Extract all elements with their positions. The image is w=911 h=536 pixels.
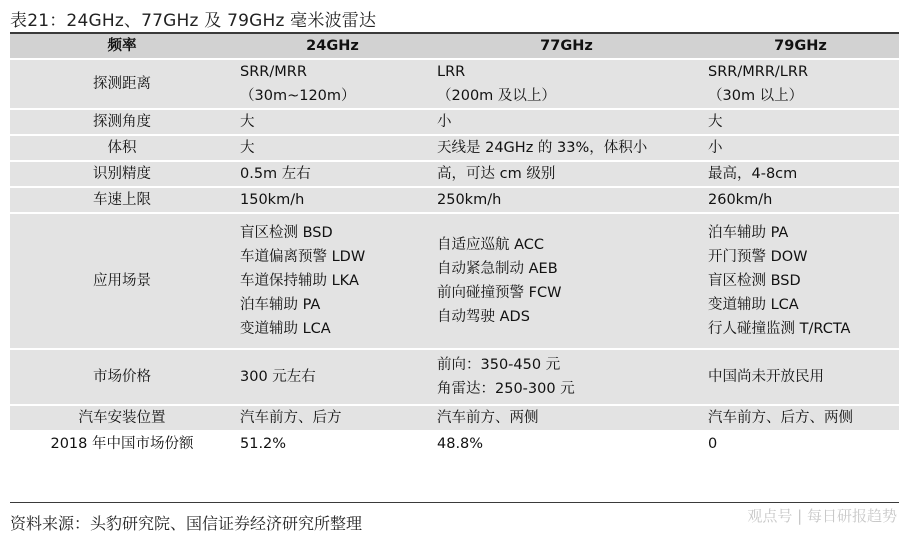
cell-line: 汽车前方、后方、两侧	[708, 410, 853, 426]
cell-24ghz	[234, 135, 431, 161]
cell-line: 泊车辅助 PA	[708, 225, 789, 241]
row-label: 市场价格	[10, 349, 234, 405]
cell-24ghz	[234, 59, 431, 109]
table-row	[10, 349, 899, 405]
cell-77ghz	[431, 431, 702, 457]
cell-24ghz	[234, 213, 431, 349]
cell-line: 自适应巡航 ACC	[437, 237, 545, 253]
cell-24ghz	[234, 109, 431, 135]
cell-77ghz	[431, 109, 702, 135]
cell-79ghz	[702, 349, 899, 405]
cell-79ghz	[702, 431, 899, 457]
row-label: 应用场景	[10, 213, 234, 349]
cell-24ghz	[234, 431, 431, 457]
cell-line: 盲区检测 BSD	[240, 225, 333, 241]
cell-77ghz	[431, 405, 702, 431]
cell-77ghz	[431, 213, 702, 349]
cell-line: LRR	[437, 64, 466, 80]
header-frequency: 频率	[10, 34, 234, 59]
cell-77ghz	[431, 161, 702, 187]
cell-line: SRR/MRR	[240, 64, 307, 80]
cell-line: 车道保持辅助 LKA	[240, 273, 359, 289]
cell-24ghz	[234, 349, 431, 405]
cell-line: 开门预警 DOW	[708, 249, 808, 265]
cell-line: 0	[708, 436, 718, 452]
cell-line: 150km/h	[240, 192, 305, 208]
cell-24ghz	[234, 405, 431, 431]
cell-line: 大	[240, 114, 255, 130]
table-row	[10, 109, 899, 135]
cell-77ghz	[431, 135, 702, 161]
table-row	[10, 431, 899, 457]
watermark: 观点号 | 每日研报趋势	[747, 507, 897, 525]
row-label: 车速上限	[10, 187, 234, 213]
cell-79ghz	[702, 161, 899, 187]
header-77ghz: 77GHz	[431, 34, 702, 59]
cell-line: 泊车辅助 PA	[240, 297, 321, 313]
cell-line: 高，可达 cm 级别	[437, 166, 556, 182]
radar-comparison-table	[10, 34, 899, 458]
cell-line: 汽车前方、后方	[240, 410, 342, 426]
table-row	[10, 213, 899, 349]
cell-line: 前向：350-450 元	[437, 357, 561, 373]
row-label: 识别精度	[10, 161, 234, 187]
row-label: 探测距离	[10, 59, 234, 109]
table-row	[10, 187, 899, 213]
cell-line: 盲区检测 BSD	[708, 273, 801, 289]
row-label: 体积	[10, 135, 234, 161]
cell-line: 自动驾驶 ADS	[437, 309, 530, 325]
cell-line: 变道辅助 LCA	[708, 297, 799, 313]
table-row	[10, 59, 899, 109]
cell-line: 300 元左右	[240, 369, 316, 385]
cell-line: 天线是 24GHz 的 33%，体积小	[437, 140, 648, 156]
cell-79ghz	[702, 109, 899, 135]
cell-line: 250km/h	[437, 192, 502, 208]
cell-line: 行人碰撞监测 T/RCTA	[708, 321, 851, 337]
table-row	[10, 135, 899, 161]
cell-line: 小	[437, 114, 452, 130]
cell-line: 角雷达：250-300 元	[437, 381, 575, 397]
cell-79ghz	[702, 135, 899, 161]
bottom-rule	[10, 502, 899, 503]
header-row	[10, 34, 899, 59]
header-79ghz: 79GHz	[702, 34, 899, 59]
cell-line: 变道辅助 LCA	[240, 321, 331, 337]
cell-line: 汽车前方、两侧	[437, 410, 539, 426]
row-label: 探测角度	[10, 109, 234, 135]
cell-line: 大	[708, 114, 723, 130]
cell-line: 260km/h	[708, 192, 773, 208]
cell-24ghz	[234, 187, 431, 213]
cell-line: 大	[240, 140, 255, 156]
cell-line: 最高，4-8cm	[708, 166, 798, 182]
cell-line: 中国尚未开放民用	[708, 369, 824, 385]
row-label: 2018 年中国市场份额	[10, 431, 234, 457]
cell-79ghz	[702, 187, 899, 213]
cell-line: （200m 及以上）	[437, 88, 556, 104]
cell-line: 小	[708, 140, 723, 156]
cell-77ghz	[431, 187, 702, 213]
row-label: 汽车安装位置	[10, 405, 234, 431]
cell-79ghz	[702, 59, 899, 109]
cell-line: 自动紧急制动 AEB	[437, 261, 558, 277]
cell-line: 0.5m 左右	[240, 166, 311, 182]
header-24ghz: 24GHz	[234, 34, 431, 59]
cell-24ghz	[234, 161, 431, 187]
table-body	[10, 59, 899, 457]
cell-line: 48.8%	[437, 436, 484, 452]
cell-line: （30m 以上）	[708, 88, 804, 104]
cell-79ghz	[702, 213, 899, 349]
cell-line: 车道偏离预警 LDW	[240, 249, 366, 265]
table-caption: 表21：24GHz、77GHz 及 79GHz 毫米波雷达	[10, 11, 377, 31]
source-note: 资料来源：头豹研究院、国信证券经济研究所整理	[10, 514, 363, 533]
cell-line: SRR/MRR/LRR	[708, 64, 809, 80]
cell-79ghz	[702, 405, 899, 431]
cell-line: 51.2%	[240, 436, 287, 452]
cell-line: 前向碰撞预警 FCW	[437, 285, 562, 301]
table-row	[10, 161, 899, 187]
table-row	[10, 405, 899, 431]
cell-77ghz	[431, 349, 702, 405]
cell-77ghz	[431, 59, 702, 109]
cell-line: （30m~120m）	[240, 88, 356, 104]
